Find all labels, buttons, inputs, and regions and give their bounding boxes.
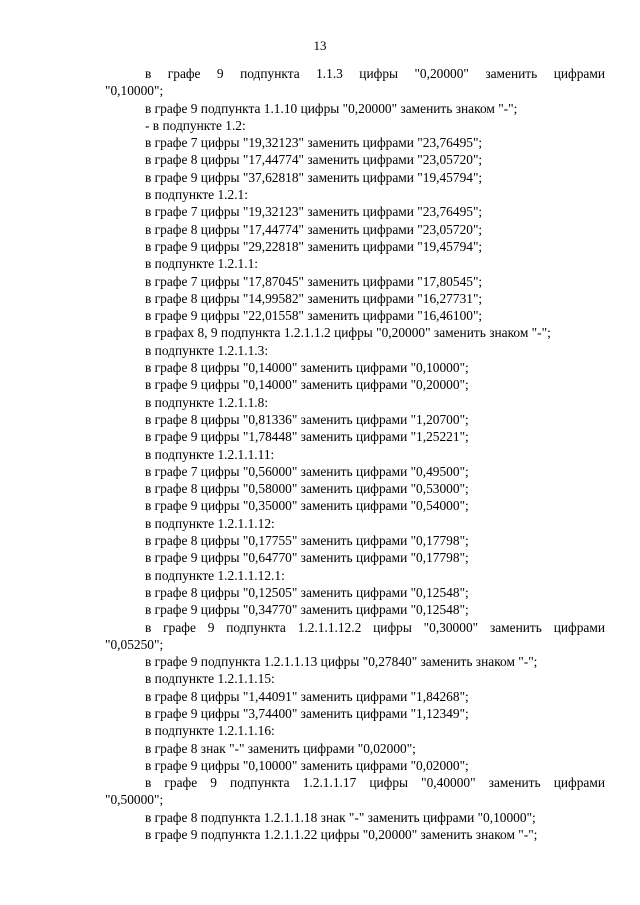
text-line: в графе 9 цифры "29,22818" заменить цифрами "19,45794"; <box>145 238 483 254</box>
text-line: в графе 8 цифры "0,12505" заменить цифрами "0,12548"; <box>145 584 469 600</box>
text-line: в подпункте 1.2.1.1: <box>145 256 259 272</box>
text-line: в графе 9 цифры "0,14000" заменить цифрами "0,20000"; <box>145 377 469 393</box>
text-line: в графе 8 цифры "0,58000" заменить цифрами "0,53000"; <box>145 481 469 497</box>
text-line: в подпункте 1.2.1: <box>145 187 248 203</box>
text-line: в графе 9 цифры "0,35000" заменить цифрами "0,54000"; <box>145 498 469 514</box>
text-line: в подпункте 1.2.1.1.15: <box>145 671 275 687</box>
text-line: в графе 9 цифры "1,78448" заменить цифрами "1,25221"; <box>145 429 469 445</box>
text-line: в графе 9 подпункта 1.2.1.1.22 цифры "0,20000" заменить знаком "-"; <box>145 827 538 843</box>
text-line: в графе 7 цифры "0,56000" заменить цифрами "0,49500"; <box>145 463 469 479</box>
text-line: в графе 8 цифры "17,44774" заменить цифрами "23,05720"; <box>145 221 483 237</box>
text-line: "0,50000"; <box>105 792 164 808</box>
text-line: в графе 9 цифры "0,64770" заменить цифрами "0,17798"; <box>145 550 469 566</box>
text-line: в подпункте 1.2.1.1.12: <box>145 515 275 531</box>
text-line: "0,10000"; <box>105 83 164 99</box>
text-line: в подпункте 1.2.1.1.8: <box>145 394 269 410</box>
text-line: в графе 9 цифры "0,34770" заменить цифрами "0,12548"; <box>145 602 469 618</box>
text-line: в графе 8 цифры "0,81336" заменить цифрами "1,20700"; <box>145 411 469 427</box>
text-line: в графе 8 цифры "17,44774" заменить цифрами "23,05720"; <box>145 152 483 168</box>
text-line: в графе 9 цифры "3,74400" заменить цифрами "1,12349"; <box>145 705 469 721</box>
text-line: в графах 8, 9 подпункта 1.2.1.1.2 цифры "0,20000" заменить знаком "-"; <box>145 325 551 341</box>
text-line: в графе 8 подпункта 1.2.1.1.18 знак "-" заменить цифрами "0,10000"; <box>145 809 536 825</box>
page-number: 13 <box>313 38 327 53</box>
text-line: в графе 9 подпункта 1.2.1.1.12.2 цифры "0,30000" заменить цифрами <box>145 619 605 635</box>
text-line: в графе 8 цифры "0,14000" заменить цифрами "0,10000"; <box>145 360 469 376</box>
text-line: в графе 8 цифры "0,17755" заменить цифрами "0,17798"; <box>145 533 469 549</box>
text-line: в графе 8 знак "-" заменить цифрами "0,02000"; <box>145 740 416 756</box>
text-line: в графе 7 цифры "19,32123" заменить цифрами "23,76495"; <box>145 204 483 220</box>
text-line: в графе 9 цифры "22,01558" заменить цифрами "16,46100"; <box>145 308 483 324</box>
text-line: в графе 9 подпункта 1.1.3 цифры "0,20000" заменить цифрами <box>145 66 605 81</box>
text-line: "0,05250"; <box>105 636 164 652</box>
text-line: в графе 9 подпункта 1.2.1.1.17 цифры "0,40000" заменить цифрами <box>145 775 605 791</box>
text-line: в графе 8 цифры "1,44091" заменить цифрами "1,84268"; <box>145 688 469 704</box>
text-line: в графе 9 цифры "0,10000" заменить цифрами "0,02000"; <box>145 757 469 773</box>
text-line: в подпункте 1.2.1.1.12.1: <box>145 567 285 583</box>
text-line: - в подпункте 1.2: <box>145 117 246 133</box>
document-body <box>105 65 605 843</box>
text-line: в подпункте 1.2.1.1.3: <box>145 342 269 358</box>
text-line: в графе 7 цифры "17,87045" заменить цифрами "17,80545"; <box>145 273 483 289</box>
text-line: в графе 9 подпункта 1.1.10 цифры "0,20000" заменить знаком "-"; <box>145 100 518 116</box>
text-line: в подпункте 1.2.1.1.11: <box>145 446 275 462</box>
text-line: в графе 9 подпункта 1.2.1.1.13 цифры "0,27840" заменить знаком "-"; <box>145 654 538 670</box>
text-line: в графе 9 цифры "37,62818" заменить цифрами "19,45794"; <box>145 169 483 185</box>
text-line: в графе 7 цифры "19,32123" заменить цифрами "23,76495"; <box>145 135 483 151</box>
text-line: в подпункте 1.2.1.1.16: <box>145 723 275 739</box>
text-line: в графе 8 цифры "14,99582" заменить цифрами "16,27731"; <box>145 290 483 306</box>
